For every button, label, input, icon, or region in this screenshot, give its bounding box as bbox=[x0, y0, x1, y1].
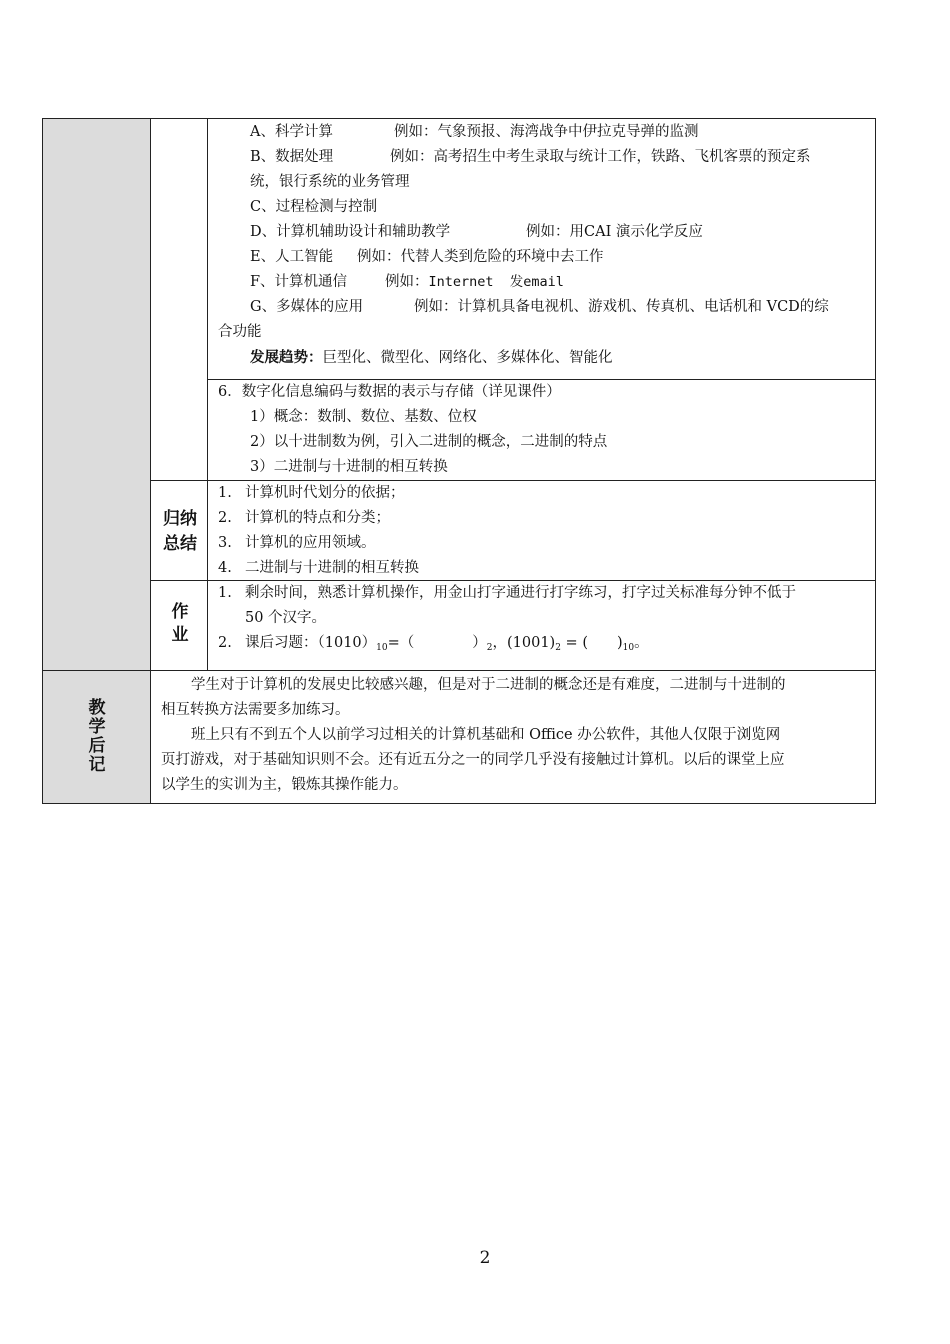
encoding-item-3: 3）二进制与十进制的相互转换 bbox=[250, 459, 448, 475]
summary-label-cell bbox=[150, 480, 208, 581]
encoding-item-2: 2）以十进制数为例，引入二进制的概念，二进制的特点 bbox=[250, 434, 608, 450]
summary-item-3: 计算机的应用领域。 bbox=[245, 535, 376, 551]
app-f-example-mono: Internet 发email bbox=[428, 274, 564, 290]
app-a-example: 例如：气象预报、海湾战争中伊拉克导弹的监测 bbox=[394, 124, 699, 140]
encoding-cell bbox=[207, 379, 876, 481]
app-e: E、人工智能 bbox=[250, 249, 334, 265]
homework-sub-4: 10 bbox=[622, 643, 635, 653]
summary-item-1: 计算机时代划分的依据； bbox=[245, 485, 405, 501]
homework-num-1: 1. bbox=[218, 585, 232, 601]
summary-num-1: 1. bbox=[218, 485, 232, 501]
homework-cell bbox=[207, 580, 876, 671]
homework-sub-3: 2 bbox=[555, 643, 561, 653]
homework-item-1-cont: 50 个汉字。 bbox=[245, 610, 327, 626]
app-c: C、过程检测与控制 bbox=[250, 199, 378, 215]
summary-cell bbox=[207, 480, 876, 581]
encoding-item-1: 1）概念：数制、数位、基数、位权 bbox=[250, 409, 477, 425]
summary-num-3: 3. bbox=[218, 535, 232, 551]
homework-item-2-c: ，(1001) bbox=[492, 635, 556, 651]
trend-text: 巨型化、微型化、网络化、多媒体化、智能化 bbox=[322, 350, 613, 366]
app-f-example-prefix: 例如： bbox=[385, 274, 429, 290]
app-f: F、计算机通信 bbox=[250, 274, 348, 290]
homework-item-1: 剩余时间，熟悉计算机操作，用金山打字通进行打字练习，打字过关标准每分钟不低于 bbox=[245, 585, 796, 601]
encoding-heading: 6．数字化信息编码与数据的表示与存储（详见课件） bbox=[218, 384, 561, 400]
left-label-column bbox=[42, 118, 151, 671]
homework-item-2-a: 课后习题：（1010） bbox=[245, 635, 377, 651]
summary-num-4: 4. bbox=[218, 560, 232, 576]
homework-label-cell bbox=[150, 580, 208, 671]
applications-cell bbox=[207, 118, 876, 380]
afterword-p2-line1: 班上只有不到五个人以前学习过相关的计算机基础和 Office 办公软件，其他人仅限于浏览网 bbox=[191, 727, 781, 743]
homework-num-2: 2. bbox=[218, 635, 232, 651]
app-g-example-cont: 合功能 bbox=[218, 324, 262, 340]
homework-sub-2: 2 bbox=[486, 643, 493, 653]
summary-num-2: 2. bbox=[218, 510, 232, 526]
homework-item-2-d: = ( ) bbox=[560, 635, 623, 651]
afterword-label-cell bbox=[42, 670, 151, 804]
page-number: 2 bbox=[479, 1248, 491, 1268]
app-b: B、数据处理 bbox=[250, 149, 334, 165]
app-b-example: 例如：高考招生中考生录取与统计工作，铁路、飞机客票的预定系 bbox=[390, 149, 811, 165]
app-a: A、科学计算 bbox=[250, 124, 333, 140]
app-g: G、多媒体的应用 bbox=[250, 299, 364, 315]
afterword-p2-line2: 页打游戏，对于基础知识则不会。还有近五分之一的同学几乎没有接触过计算机。以后的课堂上应 bbox=[161, 752, 785, 768]
summary-item-4: 二进制与十进制的相互转换 bbox=[245, 560, 419, 576]
section-label-cell-empty bbox=[150, 118, 208, 481]
homework-sub-1: 10 bbox=[376, 643, 388, 653]
trend-label: 发展趋势： bbox=[250, 349, 323, 366]
app-d: D、计算机辅助设计和辅助教学 bbox=[250, 224, 451, 240]
afterword-p2-line3: 以学生的实训为主，锻炼其操作能力。 bbox=[161, 777, 408, 793]
app-b-example-cont: 统，银行系统的业务管理 bbox=[250, 174, 410, 190]
afterword-p1-line1: 学生对于计算机的发展史比较感兴趣，但是对于二进制的概念还是有难度，二进制与十进制的 bbox=[191, 677, 786, 693]
app-e-example: 例如：代替人类到危险的环境中去工作 bbox=[357, 249, 604, 265]
summary-label: 归纳总结 bbox=[163, 509, 197, 554]
app-d-example: 例如：用CAI 演示化学反应 bbox=[526, 224, 703, 240]
app-g-example: 例如：计算机具备电视机、游戏机、传真机、电话机和 VCD的综 bbox=[414, 299, 829, 315]
homework-item-2-e: 。 bbox=[634, 635, 649, 651]
homework-item-2-b: =（ ） bbox=[387, 635, 487, 651]
afterword-p1-line2: 相互转换方法需要多加练习。 bbox=[161, 702, 350, 718]
summary-item-2: 计算机的特点和分类； bbox=[245, 510, 390, 526]
afterword-cell bbox=[150, 670, 876, 804]
afterword-label: 教学后记 bbox=[88, 698, 106, 775]
homework-label: 作业 bbox=[171, 602, 189, 645]
